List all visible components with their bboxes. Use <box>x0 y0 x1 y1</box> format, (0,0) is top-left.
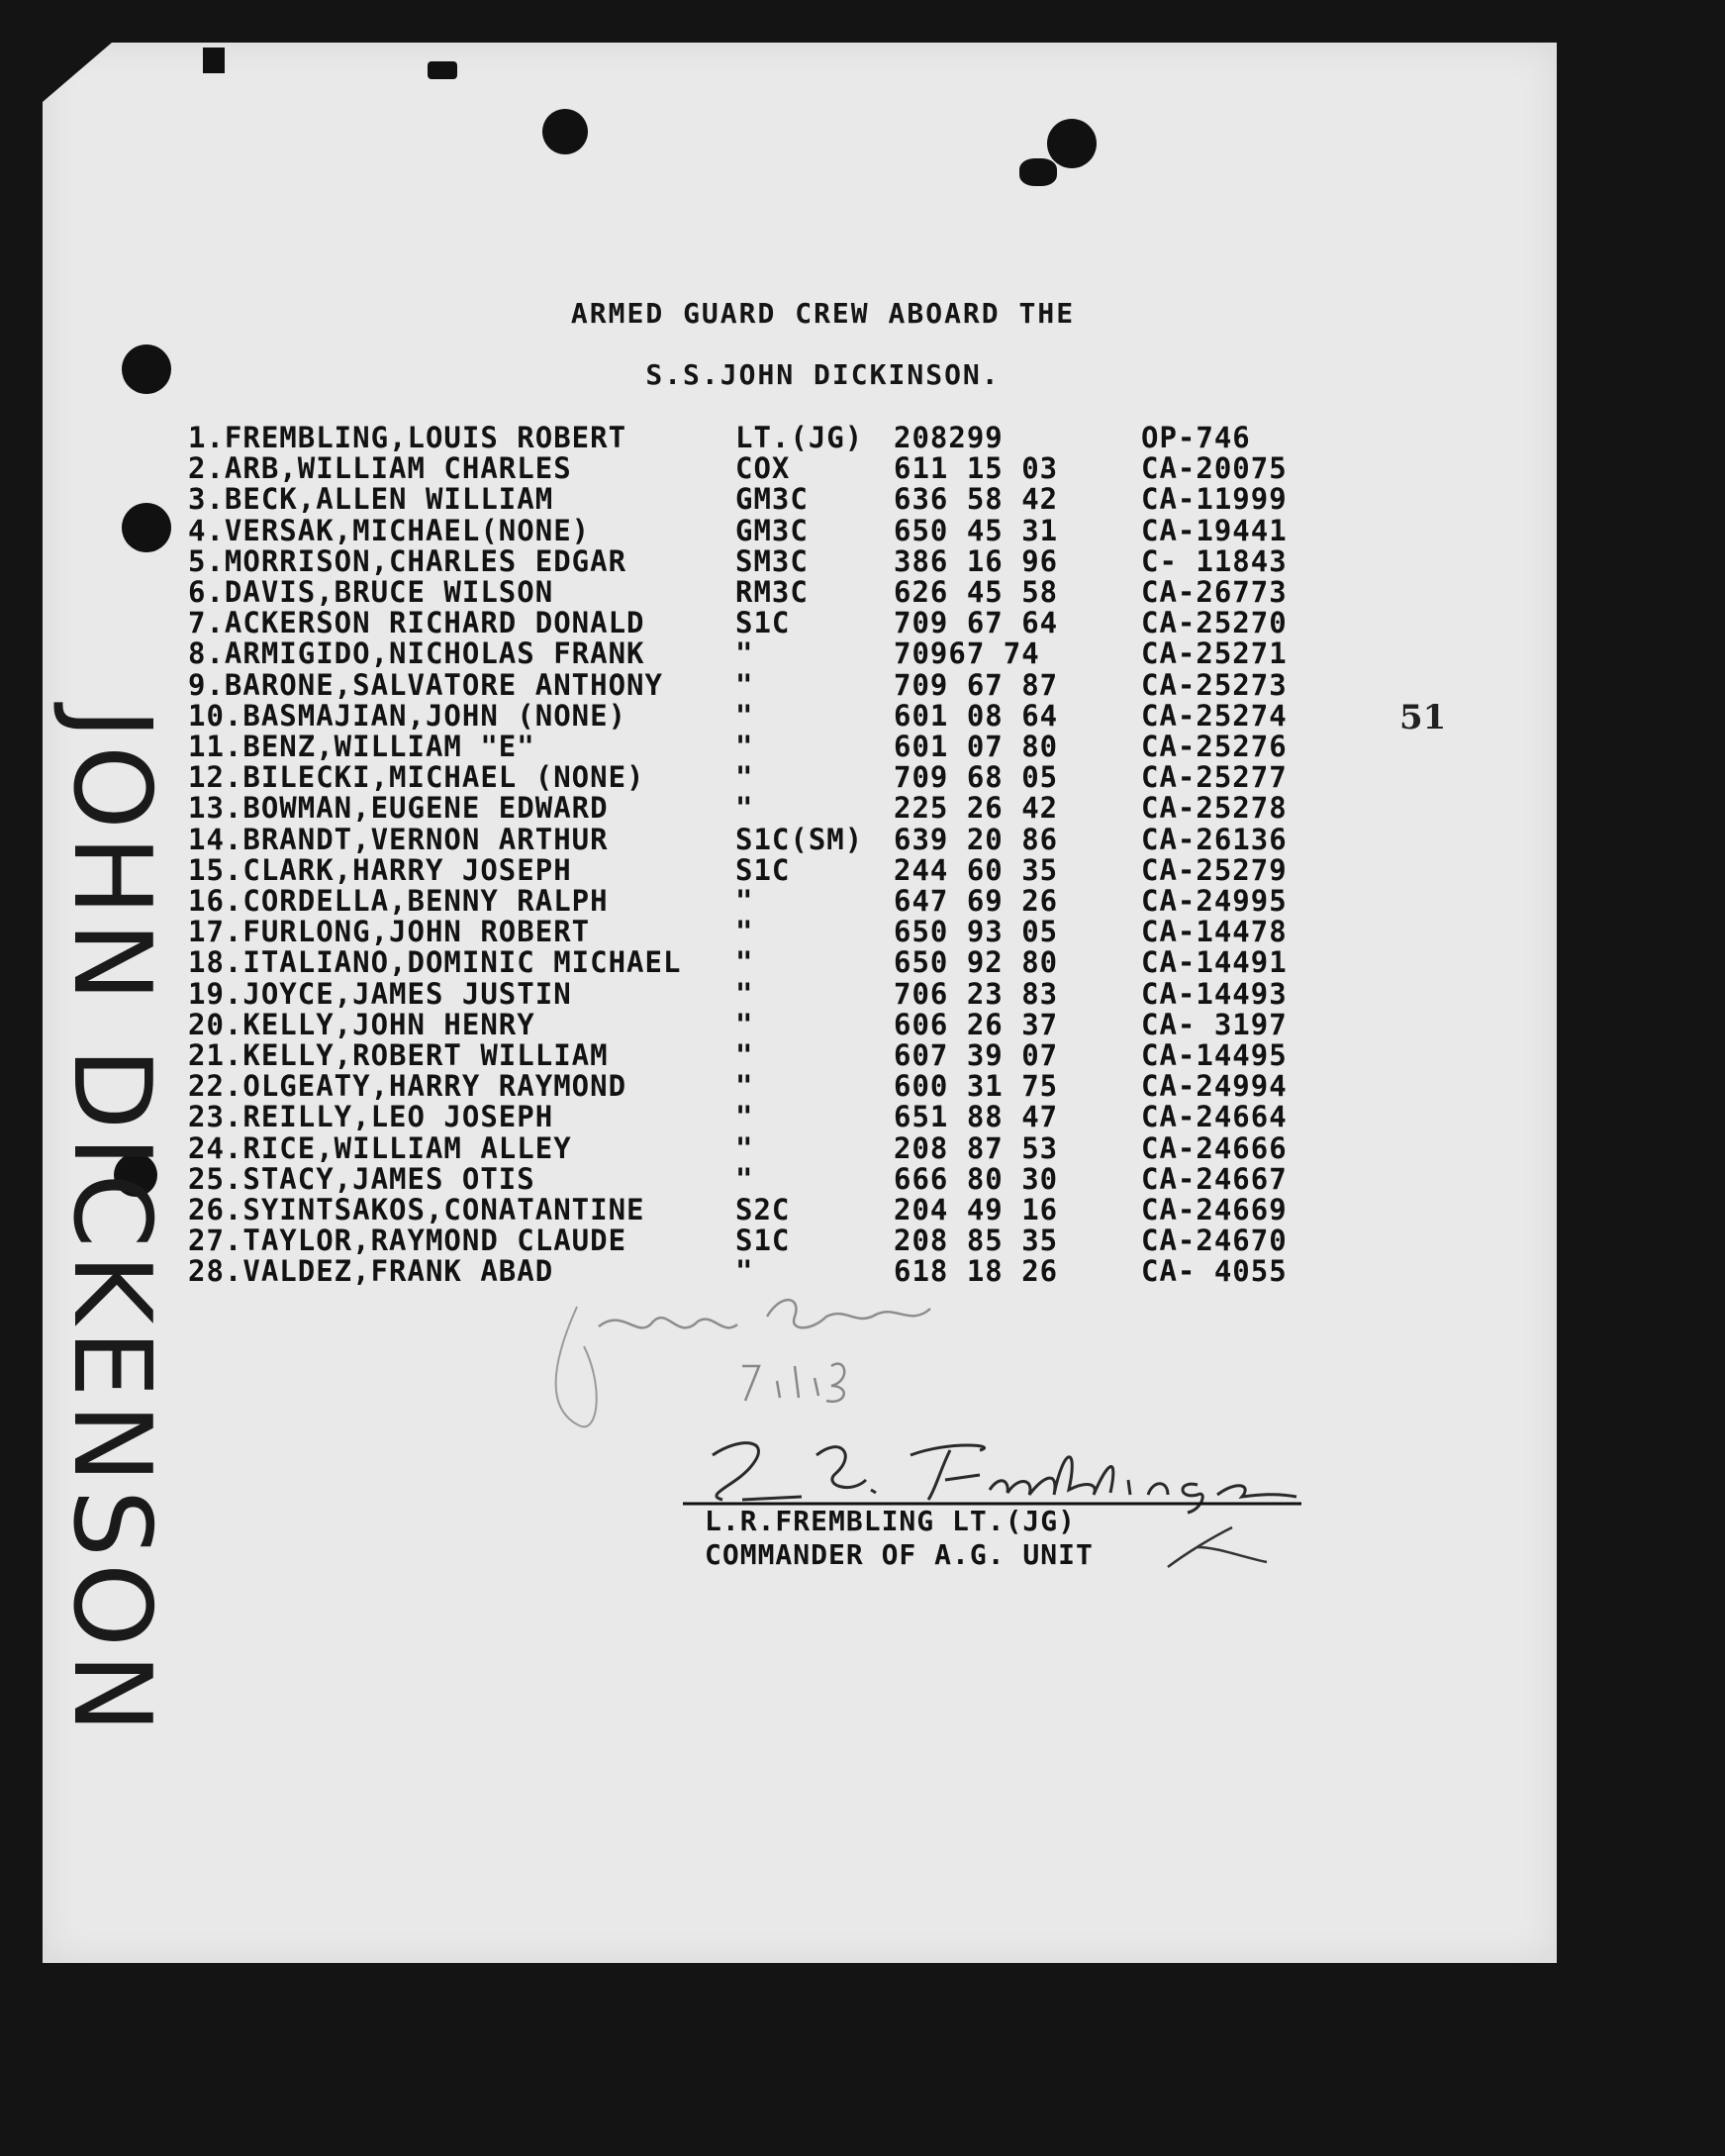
crew-rate: SM3C <box>735 543 809 578</box>
crew-ca-number: CA-26136 <box>1141 822 1288 856</box>
crew-service-number: 709 67 87 <box>894 667 1059 702</box>
crew-name: 14.BRANDT,VERNON ARTHUR <box>188 822 609 856</box>
crew-service-number: 606 26 37 <box>894 1007 1059 1041</box>
crew-ca-number: CA-25278 <box>1141 791 1288 826</box>
crew-rate: " <box>735 1069 754 1104</box>
crew-ca-number: CA-24994 <box>1141 1069 1288 1104</box>
crew-name: 15.CLARK,HARRY JOSEPH <box>188 852 572 887</box>
punch-hole <box>542 109 588 154</box>
crew-ca-number: CA-24664 <box>1141 1100 1288 1134</box>
crew-service-number: 225 26 42 <box>894 791 1059 826</box>
crew-service-number: 601 08 64 <box>894 698 1059 733</box>
crew-name: 27.TAYLOR,RAYMOND CLAUDE <box>188 1224 627 1258</box>
crew-rate: GM3C <box>735 513 809 547</box>
crew-name: 22.OLGEATY,HARRY RAYMOND <box>188 1069 627 1104</box>
crew-rate: " <box>735 698 754 733</box>
signature-title: COMMANDER OF A.G. UNIT <box>705 1538 1094 1571</box>
punch-hole <box>1019 158 1057 186</box>
crew-rate: " <box>735 1007 754 1041</box>
crew-name: 26.SYINTSAKOS,CONATANTINE <box>188 1193 645 1226</box>
crew-ca-number: CA-25279 <box>1141 852 1288 887</box>
crew-name: 19.JOYCE,JAMES JUSTIN <box>188 976 572 1011</box>
crew-rate: " <box>735 667 754 702</box>
crew-service-number: 611 15 03 <box>894 451 1059 486</box>
crew-rate: GM3C <box>735 482 809 517</box>
crew-rate: " <box>735 637 754 671</box>
crew-service-number: 666 80 30 <box>894 1161 1059 1196</box>
crew-name: 23.REILLY,LEO JOSEPH <box>188 1100 554 1134</box>
pencil-note <box>529 1287 965 1445</box>
crew-ca-number: CA-25277 <box>1141 760 1288 795</box>
crew-name: 21.KELLY,ROBERT WILLIAM <box>188 1038 609 1072</box>
ink-speck <box>203 48 225 73</box>
crew-name: 25.STACY,JAMES OTIS <box>188 1161 535 1196</box>
crew-ca-number: CA-14493 <box>1141 976 1288 1011</box>
crew-service-number: 650 92 80 <box>894 945 1059 980</box>
crew-rate: " <box>735 1130 754 1165</box>
crew-name: 20.KELLY,JOHN HENRY <box>188 1007 535 1041</box>
crew-service-number: 607 39 07 <box>894 1038 1059 1072</box>
crew-name: 7.ACKERSON RICHARD DONALD <box>188 606 645 640</box>
crew-rate: S1C <box>735 1224 791 1258</box>
crew-ca-number: CA-24666 <box>1141 1130 1288 1165</box>
crew-rate: " <box>735 1038 754 1072</box>
crew-name: 3.BECK,ALLEN WILLIAM <box>188 482 554 517</box>
crew-service-number: 208299 <box>894 421 1004 454</box>
crew-ca-number: CA-19441 <box>1141 513 1288 547</box>
document-title: ARMED GUARD CREW ABOARD THE <box>570 297 1076 330</box>
crew-ca-number: CA-25271 <box>1141 637 1288 671</box>
crew-rate: S1C <box>735 606 791 640</box>
crew-service-number: 647 69 26 <box>894 884 1059 918</box>
crew-service-number: 601 07 80 <box>894 730 1059 763</box>
crew-ca-number: CA-20075 <box>1141 451 1288 486</box>
crew-name: 18.ITALIANO,DOMINIC MICHAEL <box>188 945 682 980</box>
crew-rate: " <box>735 976 754 1011</box>
crew-service-number: 70967 74 <box>894 637 1040 671</box>
torn-corner <box>43 43 112 102</box>
signature-name: L.R.FREMBLING LT.(JG) <box>705 1505 1077 1537</box>
signature <box>683 1425 1306 1515</box>
crew-rate: RM3C <box>735 575 809 609</box>
crew-name: 1.FREMBLING,LOUIS ROBERT <box>188 421 627 454</box>
crew-service-number: 626 45 58 <box>894 575 1059 609</box>
crew-name: 16.CORDELLA,BENNY RALPH <box>188 884 609 918</box>
crew-rate: LT.(JG) <box>735 421 864 454</box>
crew-ca-number: CA-14495 <box>1141 1038 1288 1072</box>
crew-service-number: 709 67 64 <box>894 606 1059 640</box>
vertical-handwritten-name <box>49 708 183 1985</box>
crew-rate: " <box>735 915 754 949</box>
crew-rate: " <box>735 1100 754 1134</box>
crew-service-number: 706 23 83 <box>894 976 1059 1011</box>
crew-ca-number: CA- 3197 <box>1141 1007 1288 1041</box>
crew-name: 8.ARMIGIDO,NICHOLAS FRANK <box>188 637 645 671</box>
crew-name: 2.ARB,WILLIAM CHARLES <box>188 451 572 486</box>
crew-rate: COX <box>735 451 791 486</box>
punch-hole <box>122 503 171 552</box>
crew-name: 11.BENZ,WILLIAM "E" <box>188 730 535 763</box>
crew-service-number: 650 93 05 <box>894 915 1059 949</box>
crew-ca-number: CA-24670 <box>1141 1224 1288 1258</box>
crew-rate: S1C <box>735 852 791 887</box>
crew-name: 13.BOWMAN,EUGENE EDWARD <box>188 791 609 826</box>
crew-rate: S1C(SM) <box>735 822 864 856</box>
crew-rate: " <box>735 760 754 795</box>
crew-rate: " <box>735 1254 754 1289</box>
crew-rate: " <box>735 730 754 763</box>
crew-ca-number: CA-24669 <box>1141 1193 1288 1226</box>
crew-service-number: 208 85 35 <box>894 1224 1059 1258</box>
page-number: 51 <box>1399 698 1447 737</box>
crew-ca-number: CA-24995 <box>1141 884 1288 918</box>
crew-rate: S2C <box>735 1193 791 1226</box>
crew-ca-number: CA-26773 <box>1141 575 1288 609</box>
punch-hole <box>1047 119 1097 168</box>
crew-ca-number: CA-25270 <box>1141 606 1288 640</box>
crew-service-number: 651 88 47 <box>894 1100 1059 1134</box>
crew-name: 5.MORRISON,CHARLES EDGAR <box>188 543 627 578</box>
crew-ca-number: CA-24667 <box>1141 1161 1288 1196</box>
crew-service-number: 650 45 31 <box>894 513 1059 547</box>
crew-ca-number: CA-14478 <box>1141 915 1288 949</box>
crew-service-number: 618 18 26 <box>894 1254 1059 1289</box>
crew-service-number: 208 87 53 <box>894 1130 1059 1165</box>
crew-service-number: 386 16 96 <box>894 543 1059 578</box>
crew-name: 9.BARONE,SALVATORE ANTHONY <box>188 667 663 702</box>
crew-service-number: 600 31 75 <box>894 1069 1059 1104</box>
document-subtitle: S.S.JOHN DICKINSON. <box>645 358 1001 391</box>
crew-service-number: 244 60 35 <box>894 852 1059 887</box>
crew-service-number: 204 49 16 <box>894 1193 1059 1226</box>
crew-ca-number: CA-11999 <box>1141 482 1288 517</box>
crew-ca-number: CA-25274 <box>1141 698 1288 733</box>
crew-ca-number: CA-25276 <box>1141 730 1288 763</box>
crew-rate: " <box>735 791 754 826</box>
crew-name: 17.FURLONG,JOHN ROBERT <box>188 915 591 949</box>
crew-service-number: 636 58 42 <box>894 482 1059 517</box>
vertical-handwritten-text: JOHN DICKENSON <box>49 708 173 1739</box>
crew-ca-number: C- 11843 <box>1141 543 1288 578</box>
crew-name: 24.RICE,WILLIAM ALLEY <box>188 1130 572 1165</box>
crew-service-number: 709 68 05 <box>894 760 1059 795</box>
crew-name: 6.DAVIS,BRUCE WILSON <box>188 575 554 609</box>
ink-speck <box>428 61 457 79</box>
pencil-check-mark <box>1158 1522 1277 1572</box>
crew-ca-number: OP-746 <box>1141 421 1251 454</box>
crew-service-number: 639 20 86 <box>894 822 1059 856</box>
crew-name: 28.VALDEZ,FRANK ABAD <box>188 1254 554 1289</box>
crew-rate: " <box>735 1161 754 1196</box>
crew-rate: " <box>735 884 754 918</box>
crew-name: 10.BASMAJIAN,JOHN (NONE) <box>188 698 627 733</box>
crew-ca-number: CA-14491 <box>1141 945 1288 980</box>
crew-ca-number: CA- 4055 <box>1141 1254 1288 1289</box>
crew-name: 12.BILECKI,MICHAEL (NONE) <box>188 760 645 795</box>
crew-ca-number: CA-25273 <box>1141 667 1288 702</box>
crew-rate: " <box>735 945 754 980</box>
crew-name: 4.VERSAK,MICHAEL(NONE) <box>188 513 591 547</box>
